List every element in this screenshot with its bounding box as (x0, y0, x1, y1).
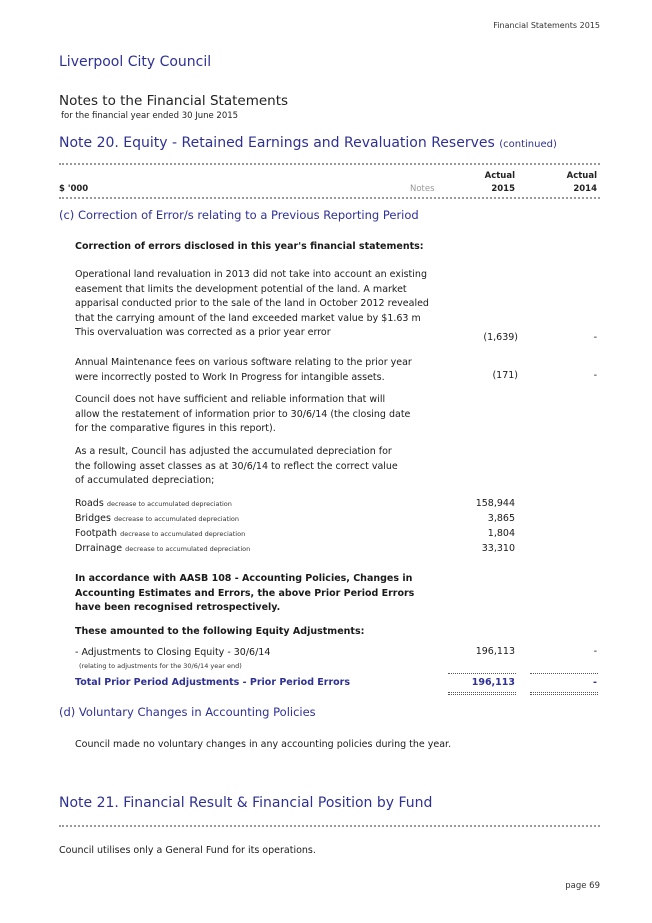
asset-name: Drrainage (75, 543, 123, 554)
asset-name: Footpath (75, 528, 118, 539)
page-header-text: Financial Statements 2015 (493, 21, 600, 30)
adjustment-value-2014: - (593, 646, 597, 657)
col-actual-2014-label: Actual (566, 171, 597, 181)
total-prior-period-2015: 196,113 (471, 677, 515, 688)
para-line: As a result, Council has adjusted the accumulated depreciation for (75, 446, 392, 457)
asset-row-bridges (75, 513, 239, 524)
para-line: Operational land revaluation in 2013 did not take into account an existing (75, 269, 427, 280)
adjustment-value-2015: 196,113 (475, 646, 515, 657)
asset-value-roads: 158,944 (475, 498, 515, 509)
para-line: easement that limits the development potential of the land. A market (75, 283, 407, 295)
para-line: have been recognised retrospectively. (75, 602, 281, 614)
double-underline-2014 (530, 692, 598, 693)
asset-note: decrease to accumulated depreciation (106, 500, 232, 508)
col-year-2014: 2014 (573, 184, 597, 194)
note20-heading (59, 135, 557, 151)
para-equity-adjustments: These amounted to the following Equity Adjustments: (75, 626, 365, 637)
para-line: allow the restatement of information prior to 30/6/14 (the closing date (75, 408, 411, 420)
section-c-title: (c) Correction of Error/s relating to a Previous Reporting Period (59, 208, 419, 222)
section-d-text: Council made no voluntary changes in any accounting policies during the year. (75, 739, 452, 750)
para-line: that the carrying amount of the land exceeded market value by $1.63 m (75, 312, 421, 324)
para-aasb108 (75, 572, 414, 616)
note21-text: Council utilises only a General Fund for its operations. (59, 845, 316, 856)
divider (59, 825, 600, 827)
section-d-title: (d) Voluntary Changes in Accounting Policies (59, 705, 316, 719)
double-underline-2015 (448, 694, 516, 695)
adjustment-sublabel: (relating to adjustments for the 30/6/14 year end) (79, 662, 242, 670)
double-underline-2014 (530, 694, 598, 695)
adjustment-label: - Adjustments to Closing Equity - 30/6/14 (75, 647, 271, 658)
para-maintenance-fees (75, 356, 412, 385)
asset-name: Roads (75, 498, 104, 509)
asset-note: decrease to accumulated depreciation (125, 545, 251, 553)
para-line: Annual Maintenance fees on various software relating to the prior year (75, 357, 412, 368)
maintenance-value-2015: (171) (492, 370, 518, 381)
para-line: This overvaluation was corrected as a prior year error (75, 327, 331, 339)
notes-title: Notes to the Financial Statements (59, 93, 289, 109)
underline-2014 (530, 673, 598, 674)
asset-note: decrease to accumulated depreciation (113, 515, 240, 523)
para-line: the following asset classes as at 30/6/14 to reflect the correct value (75, 460, 398, 472)
para-line: were incorrectly posted to Work In Progress for intangible assets. (75, 371, 385, 383)
maintenance-value-2014: - (593, 370, 597, 381)
land-value-2015: (1,639) (483, 332, 518, 343)
para-land-revaluation (75, 268, 429, 341)
asset-note: decrease to accumulated depreciation (120, 530, 246, 538)
para-line: In accordance with AASB 108 - Accounting Policies, Changes in (75, 573, 413, 584)
asset-row-roads (75, 498, 232, 509)
note21-title: Note 21. Financial Result & Financial Position by Fund (59, 795, 433, 811)
para-line: Council does not have sufficient and reliable information that will (75, 394, 386, 405)
underline-2015 (448, 673, 516, 674)
col-year-2015: 2015 (491, 184, 515, 194)
notes-subtitle: for the financial year ended 30 June 2015 (61, 111, 239, 121)
para-line: apparisal conducted prior to the sale of the land in October 2012 revealed (75, 298, 429, 310)
col-actual-2015-label: Actual (484, 171, 515, 181)
para-line: for the comparative figures in this report). (75, 423, 276, 435)
land-value-2014: - (593, 332, 597, 343)
asset-row-footpath (75, 528, 245, 539)
divider (59, 197, 600, 199)
para-depreciation-adjustment (75, 445, 398, 489)
note20-title: Note 20. Equity - Retained Earnings and Revaluation Reserves (59, 135, 495, 151)
note20-continued: (continued) (499, 139, 557, 150)
double-underline-2015 (448, 692, 516, 693)
col-units: $ '000 (59, 184, 89, 194)
council-name: Liverpool City Council (59, 54, 212, 70)
total-prior-period-2014: - (593, 677, 597, 688)
para-line: of accumulated depreciation; (75, 475, 215, 487)
section-c-intro: Correction of errors disclosed in this year's financial statements: (75, 241, 424, 252)
asset-row-drainage (75, 543, 250, 554)
asset-name: Bridges (75, 513, 111, 524)
col-notes: Notes (410, 184, 435, 194)
asset-value-drainage: 33,310 (481, 543, 515, 554)
para-insufficient-info (75, 393, 410, 437)
para-line: Accounting Estimates and Errors, the above Prior Period Errors (75, 587, 415, 599)
total-prior-period-label: Total Prior Period Adjustments - Prior Period Errors (75, 677, 351, 688)
divider (59, 163, 600, 165)
asset-value-footpath: 1,804 (487, 528, 515, 539)
asset-value-bridges: 3,865 (487, 513, 515, 524)
page-number: page 69 (565, 881, 600, 891)
